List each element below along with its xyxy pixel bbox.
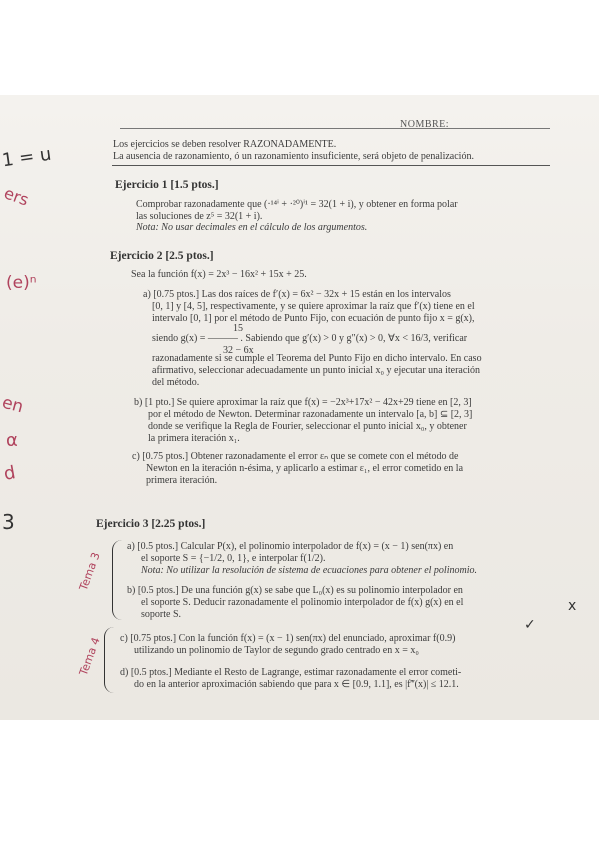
ej2-a-line-4: siendo g(x) = ——— . Sabiendo que g′(x) > 0 y g″(x) > 0, ∀x < 16/3, verificar [152,333,468,344]
exam-sheet [0,95,599,720]
ej2-b-line-1: b) [1 pto.] Se quiere aproximar la raíz que f(x) = −2x³+17x² − 42x+29 tiene en [2, 3] [134,397,472,408]
intro-line-2: La ausencia de razonamiento, ó un razonamiento insuficiente, será objeto de penalización. [113,151,474,162]
frac-numerator: 15 [233,323,243,334]
margin-note-1: 1 = u [0,143,53,172]
handwritten-bracket-top [112,540,123,620]
ej2-a-line-2: [0, 1] y [4, 5], respectivamente, y se quiere aproximar la raíz que f′(x) tiene en el [152,301,475,312]
ej3-c-line-1: c) [0.75 ptos.] Con la función f(x) = (x − 1) sen(πx) del enunciado, aproximar f(0.9) [120,633,456,644]
ej3-c-line-2: utilizando un polinomio de Taylor de segundo grado centrado en x = x₀ [134,645,419,656]
name-line [120,128,550,129]
ej3-b-line-3: soporte S. [141,609,181,620]
ej3-a-line-1: a) [0.5 ptos.] Calcular P(x), el polinomio interpolador de f(x) = (x − 1) sen(πx) en [127,541,454,552]
ej2-a-line-6: afirmativo, seleccionar adecuadamente un punto inicial x₀ y ejecutar una iteración [152,365,481,376]
ej2-a-line-5: razonadamente si se cumple el Teorema del Punto Fijo en dicho intervalo. En caso [152,353,482,364]
ej1-line-1: Comprobar razonadamente que (·¹⁴ⁱ + ·²⁰)ⁱ¹ = 32(1 + i), y obtener en forma polar [136,199,458,210]
margin-note-6: d [2,462,18,485]
check-mark: ✓ [524,617,536,633]
ej2-b-line-2: por el método de Newton. Determinar razonadamente un intervalo [a, b] ⊆ [2, 3] [148,409,473,420]
intro-rule [112,165,550,166]
ej2-c-line-2: Newton en la iteración n-ésima, y aplicarlo a estimar ε₁, el error cometido en la [146,463,464,474]
ej2-b-line-3: donde se verifique la Regla de Fourier, seleccionar el punto inicial x₀, y obtener [148,421,467,432]
ej1-note: Nota: No usar decimales en el cálculo de los argumentos. [136,222,368,233]
ej3-b-line-1: b) [0.5 ptos.] De una función g(x) se sabe que L₀(x) es su polinomio interpolador en [127,585,463,596]
tema-note-bottom: Tema 4 [76,635,103,678]
intro-line-1: Los ejercicios se deben resolver RAZONADAMENTE. [113,139,337,150]
ej2-b-line-4: la primera iteración x₁. [148,433,240,444]
margin-note-7: 3 [2,510,15,534]
ej2-a-line-3: intervalo [0, 1] por el método de Punto Fijo, con ecuación de punto fijo x = g(x), [152,313,475,324]
ej2-a-line-7: del método. [152,377,200,388]
ej2-c-line-3: primera iteración. [146,475,218,486]
x-mark: x [568,598,577,614]
ej3-d-line-1: d) [0.5 ptos.] Mediante el Resto de Lagrange, estimar razonadamente el error cometi- [120,667,462,678]
ej2-function: Sea la función f(x) = 2x³ − 16x² + 15x + 25. [131,269,307,280]
margin-note-2: ers [1,183,32,210]
ej3-a-note: Nota: No utilizar la resolución de sistema de ecuaciones para obtener el polinomio. [141,565,477,576]
ej2-a-line-1: a) [0.75 ptos.] Las dos raíces de f′(x) = 6x² − 32x + 15 están en los intervalos [143,289,451,300]
ej3-d-line-2: do en la anterior aproximación sabiendo que para x ∈ [0.9, 1.1], es |f‴(x)| ≤ 12.1. [134,679,459,690]
ej3-title: Ejercicio 3 [2.25 ptos.] [96,518,206,530]
frac-denominator: 32 − 6x [223,345,254,356]
margin-note-4: en [0,392,26,418]
ej2-c-line-1: c) [0.75 ptos.] Obtener razonadamente el error εₙ que se comete con el método de [132,451,459,462]
margin-note-5: α [6,430,18,451]
ej1-title: Ejercicio 1 [1.5 ptos.] [115,179,219,191]
nombre-label: NOMBRE: [400,119,450,130]
handwritten-bracket-bottom [104,627,115,693]
ej1-line-2: las soluciones de z⁵ = 32(1 + i). [136,211,263,222]
ej3-a-line-2: el soporte S = {−1/2, 0, 1}, e interpolar f(1/2). [141,553,326,564]
tema-note-top: Tema 3 [76,550,103,593]
ej2-title: Ejercicio 2 [2.5 ptos.] [110,250,214,262]
ej3-b-line-2: el soporte S. Deducir razonadamente el polinomio interpolador de f(x) g(x) en el [141,597,464,608]
margin-note-3: (e)ⁿ [6,273,37,293]
